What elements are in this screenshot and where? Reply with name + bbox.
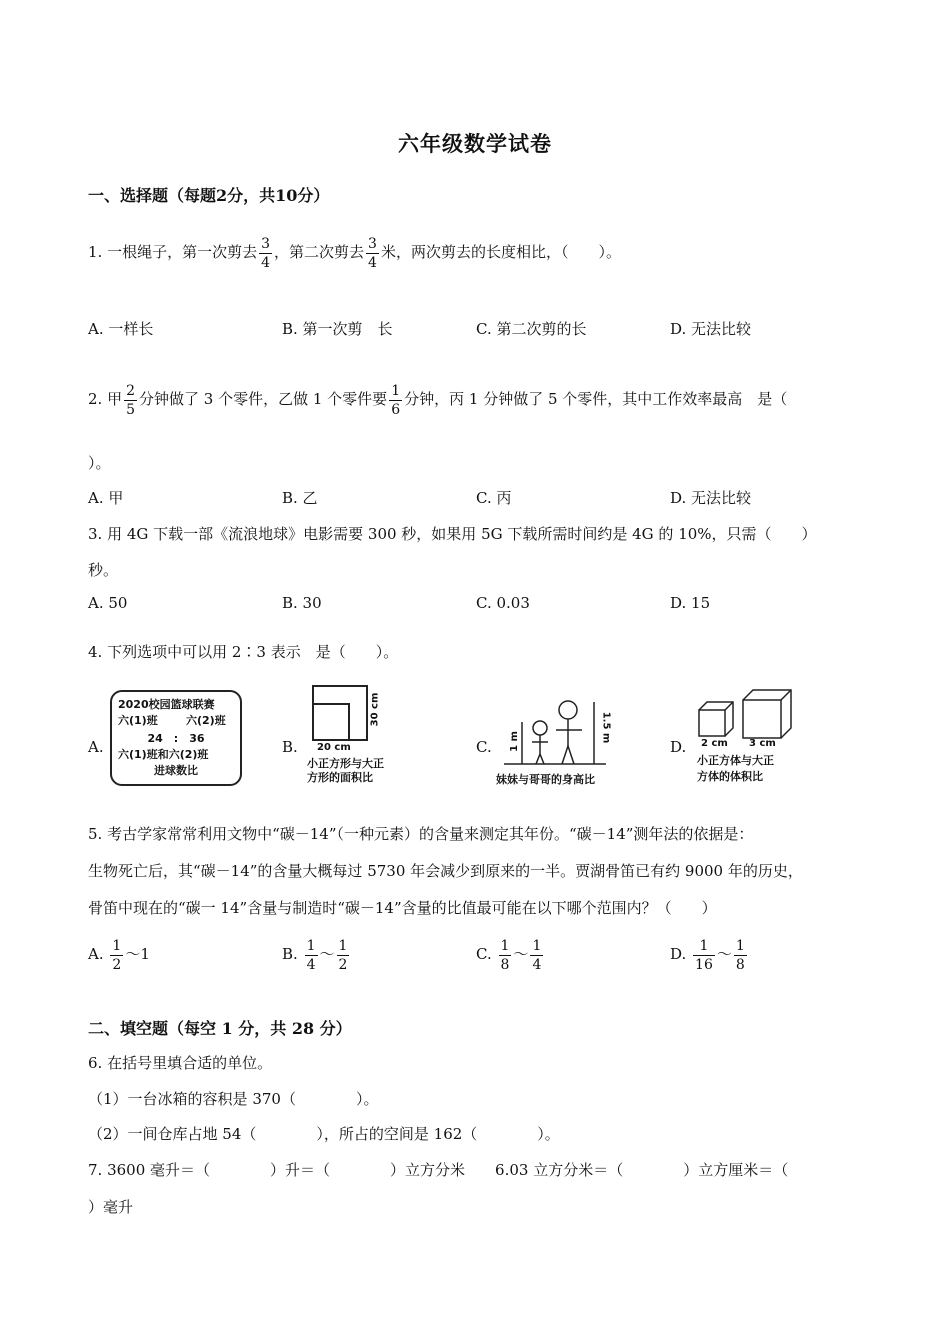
q4-option-a[interactable]: A. bbox=[88, 738, 104, 756]
question-7-line-2[interactable]: ）毫升 bbox=[88, 1198, 134, 1216]
q1-option-a[interactable]: A. 一样长 bbox=[88, 320, 154, 338]
q4-option-d[interactable]: D. bbox=[670, 738, 687, 756]
question-3: 3. 用 4G 下载一部《流浪地球》电影需要 300 秒，如果用 5G 下载所需时间约是 4G 的 10%，只需（ ） bbox=[88, 525, 817, 543]
q2-option-c[interactable]: C. 丙 bbox=[476, 489, 512, 507]
option-rest: 1 bbox=[140, 945, 150, 963]
q6-part-1[interactable]: （1）一台冰箱的容积是 370（ ）。 bbox=[88, 1090, 379, 1108]
q1-text-a: 1. 一根绳子，第一次剪去 bbox=[88, 243, 258, 261]
fig-c-height-1: 1 m bbox=[508, 731, 520, 752]
fraction: $\frac{1}{8}$ bbox=[735, 937, 745, 973]
fig-d-caption-1: 小正方体与大正 bbox=[697, 754, 774, 767]
q3-option-d[interactable]: D. 15 bbox=[670, 594, 711, 612]
q6-part-2[interactable]: （2）一间仓库占地 54（ ），所占的空间是 162（ ）。 bbox=[88, 1125, 560, 1143]
fraction: $\frac{3}{4}$ bbox=[261, 235, 271, 271]
q5-option-b[interactable] bbox=[282, 932, 351, 976]
fig-c-height-2: 1.5 m bbox=[600, 711, 612, 744]
fig-c-caption: 妹妹与哥哥的身高比 bbox=[496, 773, 595, 786]
section-heading-choice: 一、选择题（每题2分，共10分） bbox=[88, 186, 330, 205]
fraction: $\frac{1}{2}$ bbox=[112, 937, 122, 973]
question-5-line-2: 生物死亡后，其“碳－14”的含量大概每过 5730 年会减少到原来的一半。贾湖骨笛已有约 9000 年的历史， bbox=[88, 862, 803, 880]
q3-option-a[interactable]: A. 50 bbox=[88, 594, 128, 612]
q2-option-b[interactable]: B. 乙 bbox=[282, 489, 318, 507]
fraction: $\frac{1}{6}$ bbox=[391, 382, 401, 418]
fraction: $\frac{1}{4}$ bbox=[306, 937, 316, 973]
q1-text-b: ，第二次剪去 bbox=[274, 243, 365, 261]
fig-b-side-label: 30 cm bbox=[369, 692, 381, 727]
q2-option-d[interactable]: D. 无法比较 bbox=[670, 489, 752, 507]
option-label: D. bbox=[670, 945, 687, 963]
fig-b-caption-1: 小正方形与大正 bbox=[307, 757, 384, 770]
q1-text-c: 米，两次剪去的长度相比，（ ）。 bbox=[380, 243, 621, 261]
q2-text-d: ）。 bbox=[88, 454, 111, 472]
page-title: 六年级数学试卷 bbox=[398, 131, 552, 156]
fraction: $\frac{1}{8}$ bbox=[500, 937, 510, 973]
figure-b-squares bbox=[305, 684, 415, 784]
fig-a-line2-right: 六(2)班 bbox=[186, 714, 226, 727]
fraction: $\frac{1}{4}$ bbox=[532, 937, 542, 973]
question-5-line-3: 骨笛中现在的“碳一 14”含量与制造时“碳－14”含量的比值最可能在以下哪个范围内？（ ） bbox=[88, 899, 717, 917]
cubes-diagram bbox=[695, 688, 805, 744]
q2-text-b: 分钟做了 3 个零件，乙做 1 个零件要 bbox=[139, 390, 388, 408]
q1-option-d[interactable]: D. 无法比较 bbox=[670, 320, 752, 338]
q5-option-d[interactable] bbox=[670, 932, 749, 976]
question-5-line-1: 5. 考古学家常常利用文物中“碳－14”（一种元素）的含量来测定其年份。“碳－14”测年法的依据是： bbox=[88, 825, 754, 843]
fig-a-line5: 进球数比 bbox=[154, 764, 198, 777]
fig-d-large-side: 3 cm bbox=[749, 738, 776, 749]
fig-b-bottom-label: 20 cm bbox=[317, 742, 351, 753]
option-label: B. bbox=[282, 945, 298, 963]
tilde: ～ bbox=[716, 945, 732, 963]
question-1 bbox=[88, 230, 621, 274]
option-label: C. bbox=[476, 945, 492, 963]
tilde: ～ bbox=[125, 945, 141, 963]
fig-d-caption-2: 方体的体积比 bbox=[697, 770, 763, 783]
option-label: A. bbox=[88, 945, 104, 963]
fig-d-small-side: 2 cm bbox=[701, 738, 728, 749]
q3-option-c[interactable]: C. 0.03 bbox=[476, 594, 530, 612]
q2-option-a[interactable]: A. 甲 bbox=[88, 489, 124, 507]
question-6: 6. 在括号里填合适的单位。 bbox=[88, 1054, 273, 1072]
q4-option-b[interactable]: B. bbox=[282, 738, 298, 756]
q2-text-c: 分钟，丙 1 分钟做了 5 个零件，其中工作效率最高 是（ bbox=[404, 390, 788, 408]
q3-option-b[interactable]: B. 30 bbox=[282, 594, 322, 612]
figure-a-scoreboard bbox=[110, 690, 242, 786]
figure-d-cubes bbox=[695, 688, 805, 786]
fig-a-score: 24 : 36 bbox=[147, 732, 205, 745]
question-4: 4. 下列选项中可以用 2∶3 表示 是（ ）。 bbox=[88, 643, 399, 661]
fraction: $\frac{1}{2}$ bbox=[338, 937, 348, 973]
fraction: $\frac{1}{16}$ bbox=[695, 937, 713, 973]
q1-option-c[interactable]: C. 第二次剪的长 bbox=[476, 320, 587, 338]
fraction: $\frac{3}{4}$ bbox=[368, 235, 377, 271]
q1-option-b[interactable]: B. 第一次剪 长 bbox=[282, 320, 393, 338]
q5-option-a[interactable] bbox=[88, 932, 150, 976]
q2-text-a: 2. 甲 bbox=[88, 390, 123, 408]
fig-a-line2-left: 六(1)班 bbox=[118, 714, 158, 727]
q3-text-b: 秒。 bbox=[88, 561, 119, 579]
q4-option-c[interactable]: C. bbox=[476, 738, 492, 756]
tilde: ～ bbox=[319, 945, 335, 963]
fraction: $\frac{2}{5}$ bbox=[126, 382, 136, 418]
fig-a-line1: 2020校园篮球联赛 bbox=[118, 698, 215, 711]
fig-a-line4: 六(1)班和六(2)班 bbox=[118, 748, 209, 761]
question-7-line-1[interactable]: 7. 3600 毫升＝（ ）升＝（ ）立方分米 6.03 立方分米＝（ ）立方厘米＝（ bbox=[88, 1161, 789, 1179]
q5-option-c[interactable] bbox=[476, 932, 545, 976]
section-heading-fill: 二、填空题（每空 1 分，共 28 分） bbox=[88, 1019, 352, 1038]
question-2 bbox=[88, 375, 787, 423]
fig-b-caption-2: 方形的面积比 bbox=[307, 771, 373, 784]
figure-c-heights bbox=[494, 692, 616, 786]
tilde: ～ bbox=[513, 945, 529, 963]
